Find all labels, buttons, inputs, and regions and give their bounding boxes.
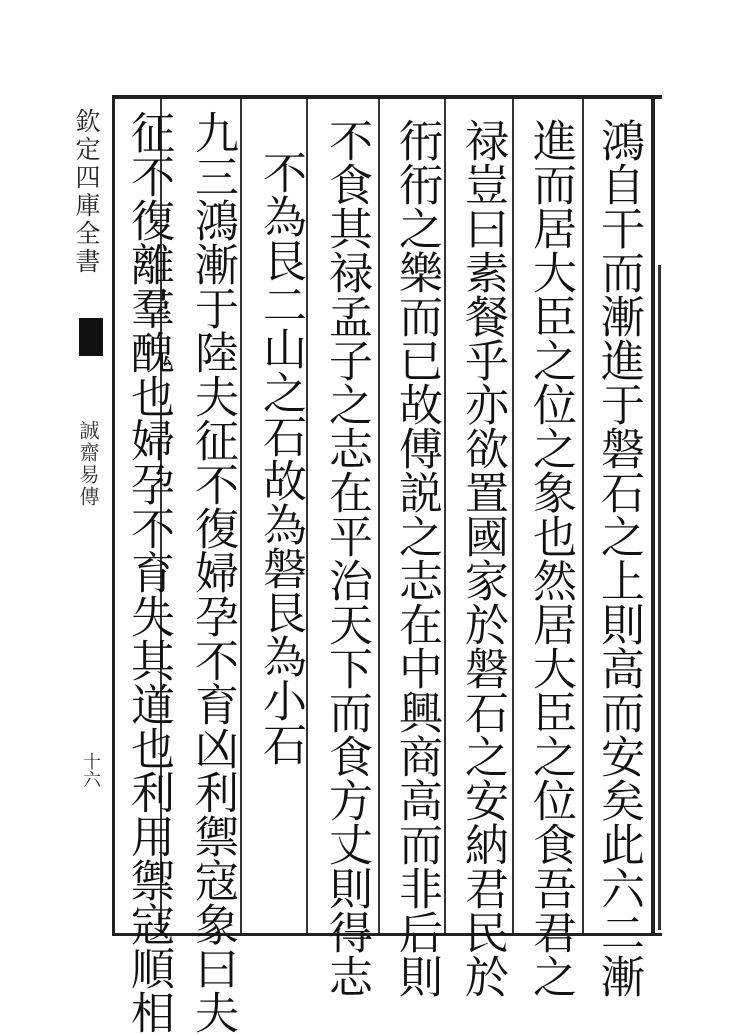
text-column-3: 禄豈曰素餐乎亦欲置國家於磐石之安納君民於 xyxy=(457,118,508,998)
column-rule xyxy=(582,99,584,933)
column-rule xyxy=(240,99,242,933)
frame-right-outer-border xyxy=(658,265,661,930)
column-rule xyxy=(444,99,446,933)
margin-series-title: 欽定四庫全書 xyxy=(72,108,101,276)
margin-book-title: 誠齋易傳 xyxy=(76,420,100,508)
frame-right-border xyxy=(651,95,655,935)
text-column-1: 鴻自干而漸進于磐石之上則高而安矣此六二漸 xyxy=(593,118,644,998)
column-rule xyxy=(512,99,514,933)
text-column-7: 九三鴻漸于陸夫征不復婦孕不育凶利禦寇象曰夫 xyxy=(187,110,238,1034)
text-column-2: 進而居大臣之位之象也然居大臣之位食吾君之 xyxy=(525,118,576,998)
column-rule xyxy=(378,99,380,933)
column-rule xyxy=(306,99,308,933)
text-column-4: 衎衎之樂而已故傅説之志在中興商高而非后則 xyxy=(391,118,442,998)
fish-tail-mark xyxy=(79,318,103,356)
text-column-8: 征不復離羣醜也婦孕不育失其道也利用禦寇順相 xyxy=(123,110,174,1034)
margin-page-number: 十六 xyxy=(80,752,101,788)
text-column-5: 不食其禄孟子之志在平治天下而食方丈則得志 xyxy=(321,118,372,998)
text-column-6: 不為艮二山之石故為磐艮為小石 xyxy=(255,150,306,766)
frame-top-border xyxy=(112,95,662,99)
frame-left-border xyxy=(112,95,115,935)
